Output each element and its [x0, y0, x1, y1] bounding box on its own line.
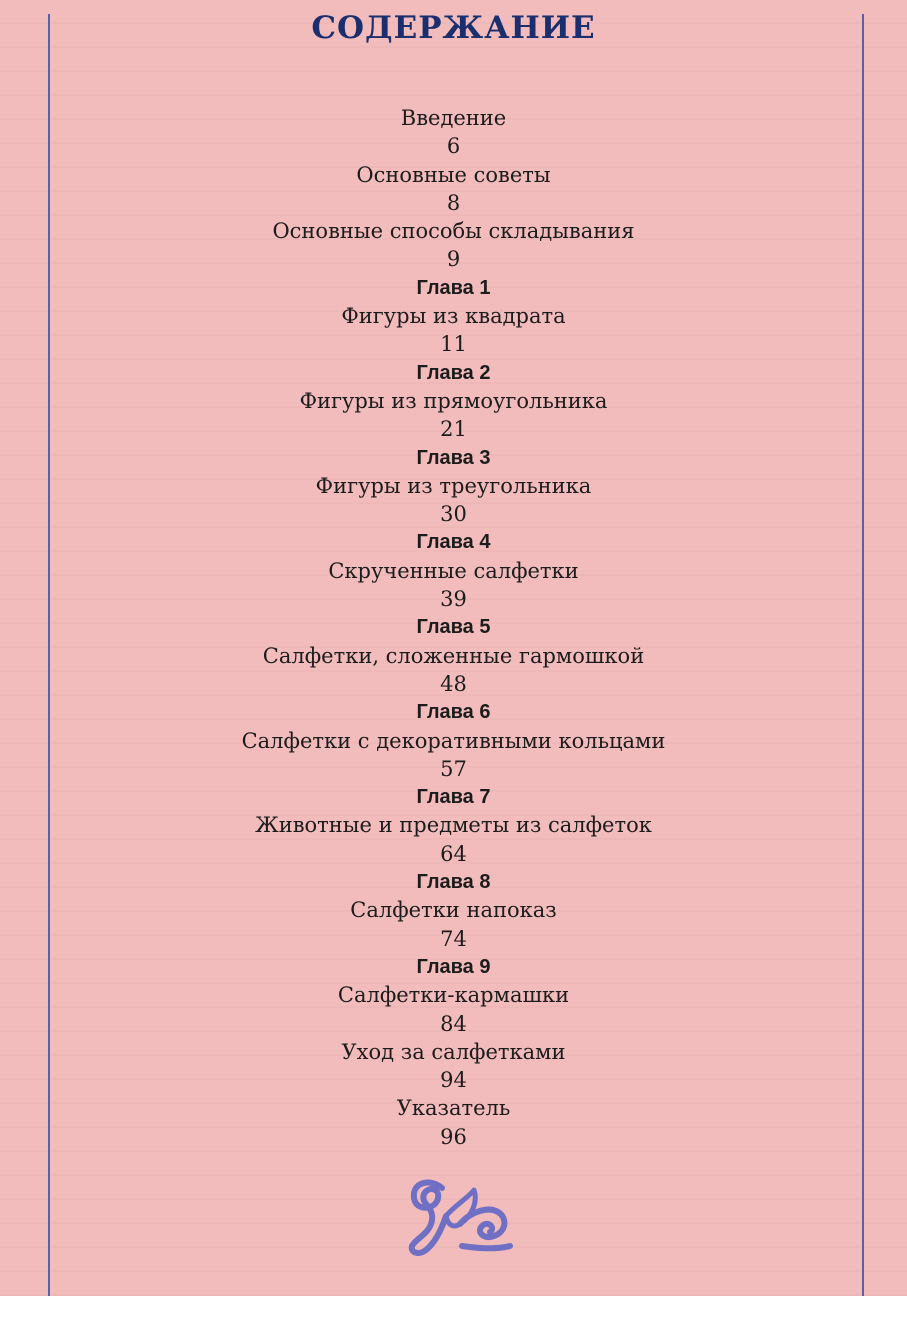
- toc-entry-page: 57: [440, 756, 467, 781]
- toc-entry-title: Указатель: [396, 1096, 511, 1121]
- toc-entry: [0, 1094, 907, 1151]
- toc-chapter-label: Глава 4: [416, 531, 491, 554]
- toc-chapter-label: Глава 2: [416, 361, 491, 384]
- toc-entry-page: 9: [446, 247, 461, 272]
- page-title: СОДЕРЖАНИЕ: [311, 10, 596, 46]
- toc-entry-page: 6: [446, 134, 461, 159]
- toc-entry: [0, 1038, 907, 1095]
- toc-chapter-entry: [0, 359, 907, 444]
- toc-entry-page: 8: [446, 190, 461, 215]
- decorative-flourish-icon: [402, 1176, 518, 1260]
- toc-chapter-entry: [0, 783, 907, 868]
- toc-entry-title: Салфетки-кармашки: [337, 983, 570, 1008]
- toc-entry: [0, 161, 907, 218]
- toc-chapter-label: Глава 9: [416, 955, 491, 978]
- toc-chapter-label: Глава 3: [416, 446, 491, 469]
- toc-chapter-entry: [0, 528, 907, 613]
- toc-chapter-entry: [0, 444, 907, 529]
- toc-entry-title: Салфетки с декоративными кольцами: [241, 728, 666, 753]
- table-of-contents: [0, 104, 907, 1151]
- toc-entry-title: Животные и предметы из салфеток: [255, 813, 652, 838]
- toc-entry-title: Фигуры из прямоугольника: [299, 388, 608, 413]
- toc-entry-title: Фигуры из треугольника: [315, 473, 592, 498]
- toc-entry: [0, 217, 907, 274]
- toc-entry-title: Уход за салфетками: [341, 1039, 566, 1064]
- toc-entry-page: 74: [440, 926, 467, 951]
- toc-entry-title: Основные советы: [356, 162, 551, 187]
- toc-entry-page: 30: [440, 502, 467, 527]
- toc-entry-page: 11: [440, 332, 467, 357]
- toc-entry-page: 96: [440, 1124, 467, 1149]
- toc-chapter-label: Глава 6: [416, 701, 491, 724]
- toc-chapter-label: Глава 1: [416, 276, 491, 299]
- toc-chapter-entry: [0, 868, 907, 953]
- toc-chapter-entry: [0, 613, 907, 698]
- toc-entry-page: 48: [440, 671, 467, 696]
- flourish-left-scroll: [412, 1183, 446, 1253]
- toc-entry-page: 94: [440, 1068, 467, 1093]
- toc-entry: [0, 104, 907, 161]
- toc-entry-title: Салфетки, сложенные гармошкой: [262, 643, 645, 668]
- toc-chapter-label: Глава 8: [416, 871, 491, 894]
- toc-entry-page: 21: [440, 417, 467, 442]
- toc-chapter-entry: [0, 698, 907, 783]
- toc-entry-title: Основные способы складывания: [272, 219, 635, 244]
- toc-entry-title: Салфетки напоказ: [350, 898, 557, 923]
- toc-chapter-entry: [0, 953, 907, 1038]
- toc-chapter-label: Глава 7: [416, 786, 491, 809]
- toc-entry-page: 84: [440, 1011, 467, 1036]
- toc-entry-title: Введение: [400, 106, 507, 130]
- toc-entry-page: 39: [440, 587, 467, 612]
- flourish-right-scroll: [460, 1210, 510, 1249]
- toc-entry-title: Скрученные салфетки: [328, 558, 579, 583]
- toc-chapter-label: Глава 5: [416, 616, 491, 639]
- toc-entry-title: Фигуры из квадрата: [341, 304, 566, 329]
- toc-entry-page: 64: [440, 841, 467, 866]
- toc-chapter-entry: [0, 274, 907, 359]
